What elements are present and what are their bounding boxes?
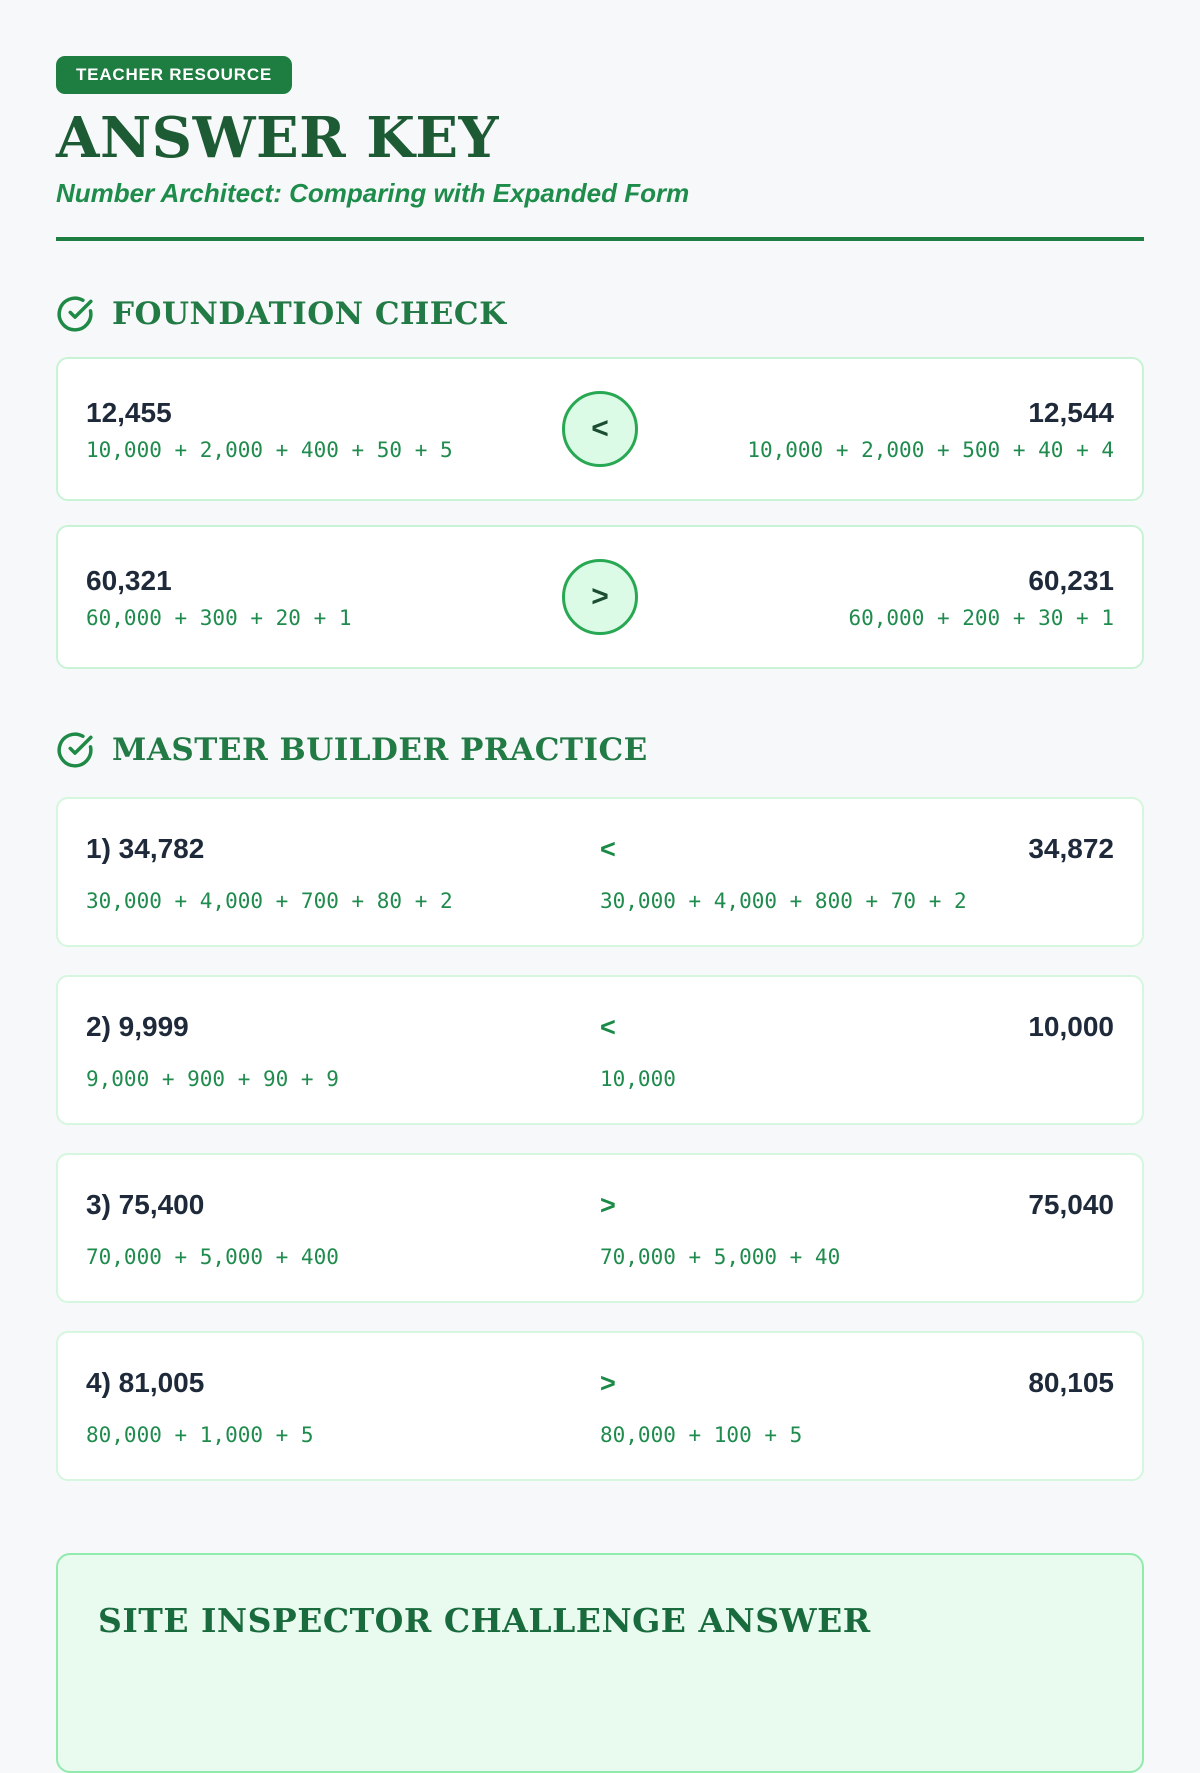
practice-numbers-row [86, 1367, 1114, 1399]
practice-numbers-row [86, 833, 1114, 865]
right-operand [660, 397, 1114, 462]
page-subtitle: Number Architect: Comparing with Expanded Form [56, 178, 690, 208]
right-number: 80,105 [1028, 1367, 1114, 1398]
problem-label-and-left-number: 3) 75,400 [86, 1189, 205, 1220]
comparison-symbol: < [591, 412, 609, 445]
challenge-title: SITE INSPECTOR CHALLENGE ANSWER [98, 1601, 871, 1640]
practice-expanded-row [86, 1067, 1114, 1091]
teacher-resource-badge: TEACHER RESOURCE [56, 56, 292, 94]
foundation-card-list [56, 357, 1144, 669]
left-expanded-form: 9,000 + 900 + 90 + 9 [86, 1067, 339, 1091]
page-title: ANSWER KEY [56, 105, 500, 171]
practice-expanded-row [86, 889, 1114, 913]
check-circle-icon [56, 295, 94, 333]
comparison-symbol: < [600, 1011, 616, 1042]
right-number: 75,040 [1028, 1189, 1114, 1220]
practice-mid-cell [600, 833, 1114, 865]
left-expanded-form: 80,000 + 1,000 + 5 [86, 1423, 314, 1447]
left-operand [86, 565, 540, 630]
comparison-symbol: > [600, 1367, 616, 1398]
section-title: MASTER BUILDER PRACTICE [112, 732, 648, 768]
right-expanded-form: 10,000 [600, 1067, 676, 1091]
right-expanded-form: 70,000 + 5,000 + 40 [600, 1245, 841, 1269]
comparison-symbol: > [591, 580, 609, 613]
challenge-answer-card [56, 1553, 1144, 1773]
practice-card [56, 975, 1144, 1125]
right-expanded-form: 30,000 + 4,000 + 800 + 70 + 2 [600, 889, 967, 913]
page-header [56, 56, 1144, 241]
left-expanded-form: 10,000 + 2,000 + 400 + 50 + 5 [86, 437, 453, 462]
practice-numbers-row [86, 1189, 1114, 1221]
practice-expanded-row [86, 1245, 1114, 1269]
comparison-card [56, 525, 1144, 669]
right-expanded-form: 60,000 + 200 + 30 + 1 [848, 605, 1114, 630]
practice-card [56, 1331, 1144, 1481]
practice-mid-cell [600, 1367, 1114, 1399]
comparison-card [56, 357, 1144, 501]
left-operand [86, 397, 540, 462]
comparison-symbol: > [600, 1189, 616, 1220]
practice-numbers-row [86, 1011, 1114, 1043]
comparison-symbol-circle [562, 559, 638, 635]
check-circle-icon [56, 731, 94, 769]
practice-mid-cell [600, 1189, 1114, 1221]
left-expanded-form: 60,000 + 300 + 20 + 1 [86, 605, 352, 630]
left-expanded-form: 30,000 + 4,000 + 700 + 80 + 2 [86, 889, 453, 913]
comparison-symbol-circle [562, 391, 638, 467]
section-heading-practice [56, 731, 1144, 769]
problem-label-and-left-number: 2) 9,999 [86, 1011, 189, 1042]
section-heading-foundation [56, 295, 1144, 333]
problem-label-and-left-number: 4) 81,005 [86, 1367, 205, 1398]
practice-expanded-row [86, 1423, 1114, 1447]
left-number: 12,455 [86, 396, 172, 428]
practice-mid-cell [600, 1011, 1114, 1043]
right-expanded-form: 80,000 + 100 + 5 [600, 1423, 803, 1447]
practice-card-list [56, 797, 1144, 1481]
header-divider [56, 237, 1144, 241]
section-title: FOUNDATION CHECK [112, 296, 507, 332]
left-expanded-form: 70,000 + 5,000 + 400 [86, 1245, 339, 1269]
right-number: 10,000 [1028, 1011, 1114, 1042]
right-number: 34,872 [1028, 833, 1114, 864]
practice-card [56, 1153, 1144, 1303]
practice-card [56, 797, 1144, 947]
comparison-symbol: < [600, 833, 616, 864]
left-number: 60,321 [86, 564, 172, 596]
right-expanded-form: 10,000 + 2,000 + 500 + 40 + 4 [747, 437, 1114, 462]
right-number: 12,544 [1028, 396, 1114, 428]
right-operand [660, 565, 1114, 630]
problem-label-and-left-number: 1) 34,782 [86, 833, 205, 864]
right-number: 60,231 [1028, 564, 1114, 596]
